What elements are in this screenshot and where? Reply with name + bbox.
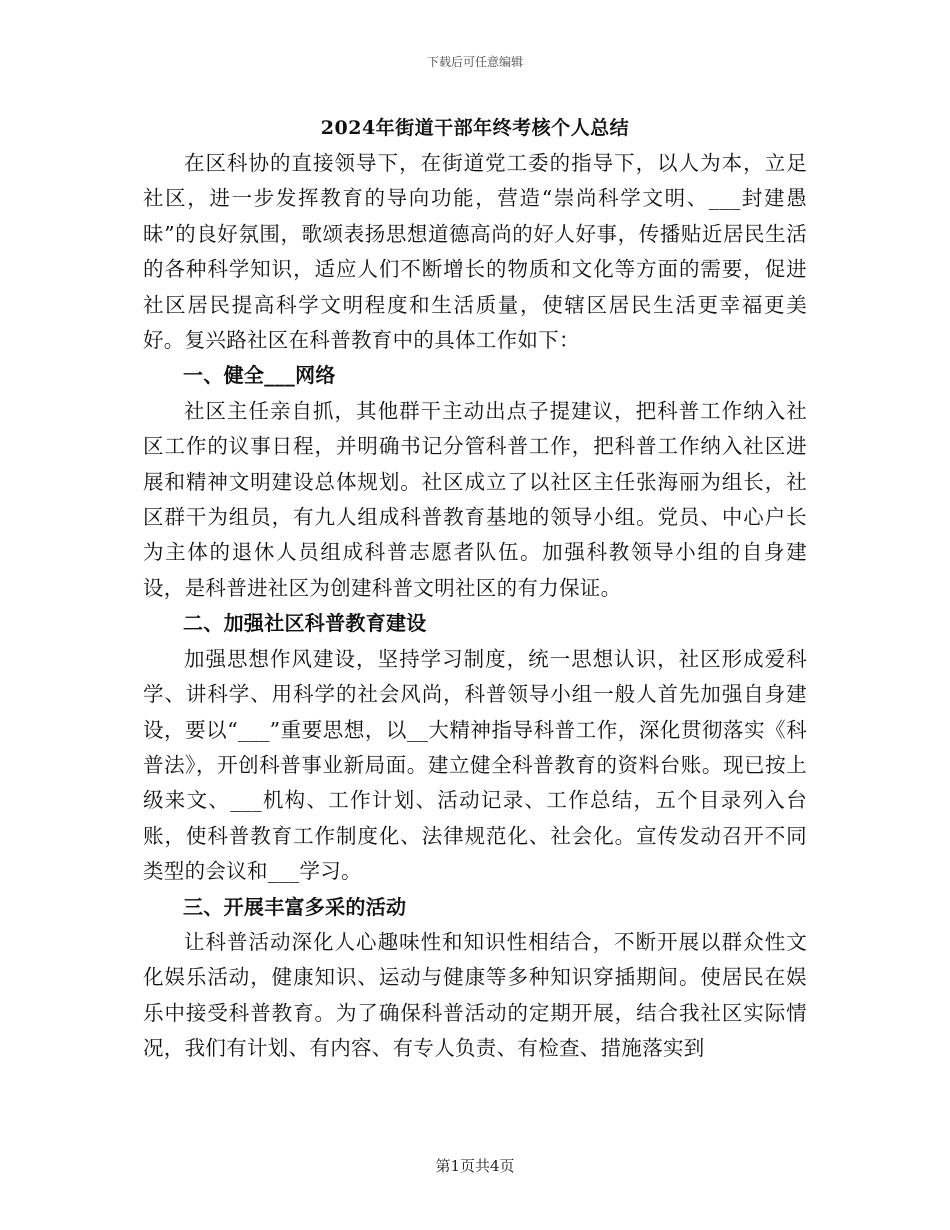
section-heading-3: 三、开展丰富多采的活动 — [183, 894, 407, 919]
section-heading-1: 一、健全___网络 — [183, 363, 336, 388]
document-title: 2024年街道干部年终考核个人总结 — [320, 117, 630, 139]
section-heading-2: 二、加强社区科普教育建设 — [183, 611, 427, 636]
section-paragraph-2: 加强思想作风建设，坚持学习制度，统一思想认识，社区形成爱科学、讲科学、用科学的社会风尚，科普领导小组一般人首先加强自身建设，要以“___”重要思想，以__大精神指导科普工作，深化贯彻落实《科普法》，开创科普事业新局面。建立健全科普教育的资料台账。现已按上级来文、___机构、工作计划、活动记录、工作总结，五个目录列入台账，使科普教育工作制度化、法律规范化、社会化。宣传发动召开不同类型的会议和___学习。 — [143, 646, 807, 884]
section-paragraph-1: 社区主任亲自抓，其他群干主动出点子提建议，把科普工作纳入社区工作的议事日程，并明确书记分管科普工作，把科普工作纳入社区进展和精神文明建设总体规划。社区成立了以社区主任张海丽为组长，社区群干为组员，有九人组成科普教育基地的领导小组。党员、中心户长为主体的退休人员组成科普志愿者队伍。加强科教领导小组的自身建设，是科普进社区为创建科普文明社区的有力保证。 — [143, 398, 807, 600]
page-header-note: 下载后可任意编辑 — [426, 55, 523, 69]
intro-paragraph: 在区科协的直接领导下，在街道党工委的指导下，以人为本，立足社区，进一步发挥教育的导向功能，营造“崇尚科学文明、___封建愚昧”的良好氛围，歌颂表扬思想道德高尚的好人好事，传播贴近居民生活的各种科学知识，适应人们不断增长的物质和文化等方面的需要，促进社区居民提高科学文明程度和生活质量，使辖区居民生活更幸福更美好。复兴路社区在科普教育中的具体工作如下： — [143, 151, 807, 353]
document-body — [143, 146, 807, 1067]
section-paragraph-3: 让科普活动深化人心趣味性和知识性相结合，不断开展以群众性文化娱乐活动，健康知识、运动与健康等多种知识穿插期间。使居民在娱乐中接受科普教育。为了确保科普活动的定期开展，结合我社区实际情况，我们有计划、有内容、有专人负责、有检查、措施落实到 — [143, 929, 807, 1061]
page-number: 第1页共4页 — [435, 1157, 515, 1175]
